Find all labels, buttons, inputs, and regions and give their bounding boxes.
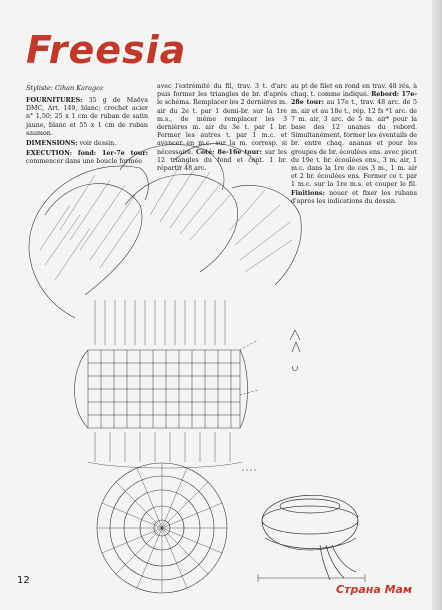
col3-text-3: nouer et fixer les rubans d'après les indications du dessin. [291, 189, 417, 205]
materials-heading: FOURNITURES: [26, 97, 83, 104]
pattern-title: Freesia [26, 28, 187, 72]
dimensions-text: voir dessin. [79, 140, 117, 148]
rim-scallops [29, 144, 301, 318]
stylist-credit: Styliste: Cihan Karagoz [26, 84, 104, 92]
col2-text-2: sur les 12 triangles du fond et cont. 1 br. répartir 48 arc. [157, 148, 287, 173]
col3-text-1: au pt de filet en rond en trav. 48 rés. à chaq. t. comme indiqué. [291, 83, 417, 99]
dimensions-heading: DIMENSIONS: [26, 140, 78, 148]
rim-heading: Rebord: 17e-28e tour: [291, 91, 417, 107]
site-watermark: Страна Мам [336, 583, 412, 596]
execution-text: commencer dans une boucle formée [26, 158, 142, 166]
col3-text-2: au 17e t., trav. 48 arc. de 5 m. air et au 18e t., rép. 12 fs *1 arc. de 7 m. air, 3 arc. de 5 m. air* pour la base des 12 ananas du rebord. Simultanément, former les éventails de br. entre chaq. ananas et pour les groupes de br. écoulées ens. avec picot du 19e t. br. écoulées ens., 3 m. air, 1 m.c. dans la 1re de ces 3 m., 1 m. air et 2 br. écoulées ens. Fermer ce t. par 1 m.c. sur la 1re m.s. et couper le fil. [291, 99, 417, 189]
materials-text: 35 g de Maëva DMC, Art. 149, blanc; crochet acier n° 1,50; 25 x 1 cm de ruban de satin jaune, blanc et 55 x 1 cm de ruban saumon. [26, 97, 148, 137]
finishing-heading: Finitions: [291, 189, 325, 197]
filet-grid [88, 350, 240, 428]
base-circle [97, 463, 227, 593]
side-heading: Côté: 8e-16e tour: [195, 148, 262, 156]
page-number: 12 [17, 575, 30, 586]
binding-shadow [432, 0, 442, 610]
execution-heading: EXECUTION: fond: 1er-7e tour: [26, 150, 148, 158]
basket-sketch [258, 495, 365, 582]
col2-text-1: avec l'extrémité du fil, trav. 3 t. d'arc puis former les triangles de br. d'après le schéma. Remplacer les 2 dernières m. air du 2e t. par 1 demi-br. sur la 1re m.s., de même remplacer les 3 dernières m. air du 3e t. par 1 br. Fermer les autres t. par 1 m.c. et avancer en m.c. sur la m. corresp. si nécessaire. [157, 83, 287, 156]
